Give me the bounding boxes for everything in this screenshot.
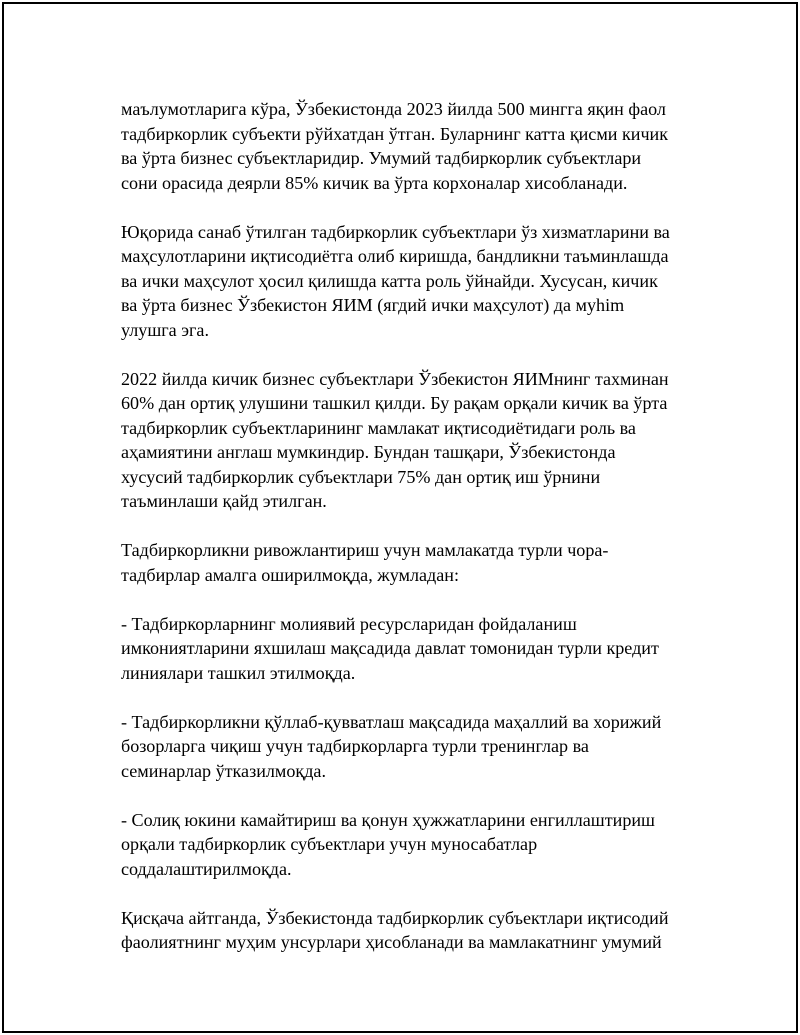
text-line: семинарлар ўтказилмоқда. (121, 760, 326, 781)
text-line: аҳамиятини англаш мумкиндир. Бундан ташқари, Ўзбекистонда (121, 442, 616, 462)
text-line: соддалаштирилмоқда. (121, 858, 292, 879)
text-line: маълумотларига кўра, Ўзбекистонда 2023 йилда 500 мингга яқин фаол (121, 99, 666, 119)
text-line: тадбирлар амалга оширилмоқда, жумладан: (121, 564, 460, 585)
paragraph-1 (121, 97, 701, 195)
text-line: Юқорида санаб ўтилган тадбиркорлик субъектлари ўз хизматларини ва (121, 221, 670, 242)
list-item-1 (121, 612, 701, 686)
paragraph-5 (121, 906, 701, 955)
text-line: ва ўрта бизнес субъектларидир. Умумий тадбиркорлик субъектлари (121, 148, 642, 168)
text-line: ва ички маҳсулот ҳосил қилишда катта роль ўйнайди. Хусусан, кичик (121, 270, 658, 291)
paragraph-3 (121, 367, 701, 514)
text-line: 2022 йилда кичик бизнес субъектлари Ўзбекистон ЯИМнинг тахминан (121, 368, 669, 389)
text-line: маҳсулотларини иқтисодиётга олиб киришда, бандликни таъминлашда (121, 246, 669, 266)
text-line: 60% дан ортиқ улушини ташкил қилди. Бу рақам орқали кичик ва ўрта (121, 393, 668, 413)
text-line: ва ўрта бизнес Ўзбекистон ЯИМ (ягдий ички маҳсулот) да муhim (121, 295, 625, 315)
text-line: фаолиятнинг муҳим унсурлари ҳисобланади ва мамлакатнинг умумий (121, 932, 662, 952)
text-line: сони орасида деярли 85% кичик ва ўрта корхоналар хисобланади. (121, 172, 628, 193)
document-body (121, 97, 701, 955)
text-line: Қисқача айтганда, Ўзбекистонда тадбиркорлик субъектлари иқтисодий (121, 907, 669, 928)
text-line: тадбиркорлик субъекти рўйхатдан ўтган. Буларнинг катта қисми кичик (121, 123, 669, 144)
text-line: улушга эга. (121, 319, 209, 340)
text-line: тадбиркорлик субъектларининг мамлакат иқтисодиётидаги роль ва (121, 417, 636, 438)
text-line: хусусий тадбиркорлик субъектлари 75% дан ортиқ иш ўрнини (121, 466, 601, 487)
paragraph-2 (121, 220, 701, 343)
text-line: бозорларга чиқиш учун тадбиркорларга турли тренинглар ва (121, 736, 589, 756)
text-line: Тадбиркорликни ривожлантириш учун мамлакатда турли чора- (121, 540, 609, 560)
text-line: линиялари ташкил этилмоқда. (121, 662, 356, 683)
text-line: таъминлаши қайд этилган. (121, 491, 327, 511)
text-line: - Тадбиркорликни қўллаб-қувватлаш мақсадида маҳаллий ва хорижий (121, 711, 662, 732)
page-border (2, 2, 798, 1033)
list-item-2 (121, 710, 701, 784)
text-line: - Солиқ юкини камайтириш ва қонун ҳужжатларини енгиллаштириш (121, 809, 655, 830)
text-line: - Тадбиркорларнинг молиявий ресурсларидан фойдаланиш (121, 613, 577, 634)
text-line: имкониятларини яхшилаш мақсадида давлат томонидан турли кредит (121, 638, 659, 658)
list-item-3 (121, 808, 701, 882)
text-line: орқали тадбиркорлик субъектлари учун муносабатлар (121, 834, 538, 854)
paragraph-4 (121, 538, 701, 587)
